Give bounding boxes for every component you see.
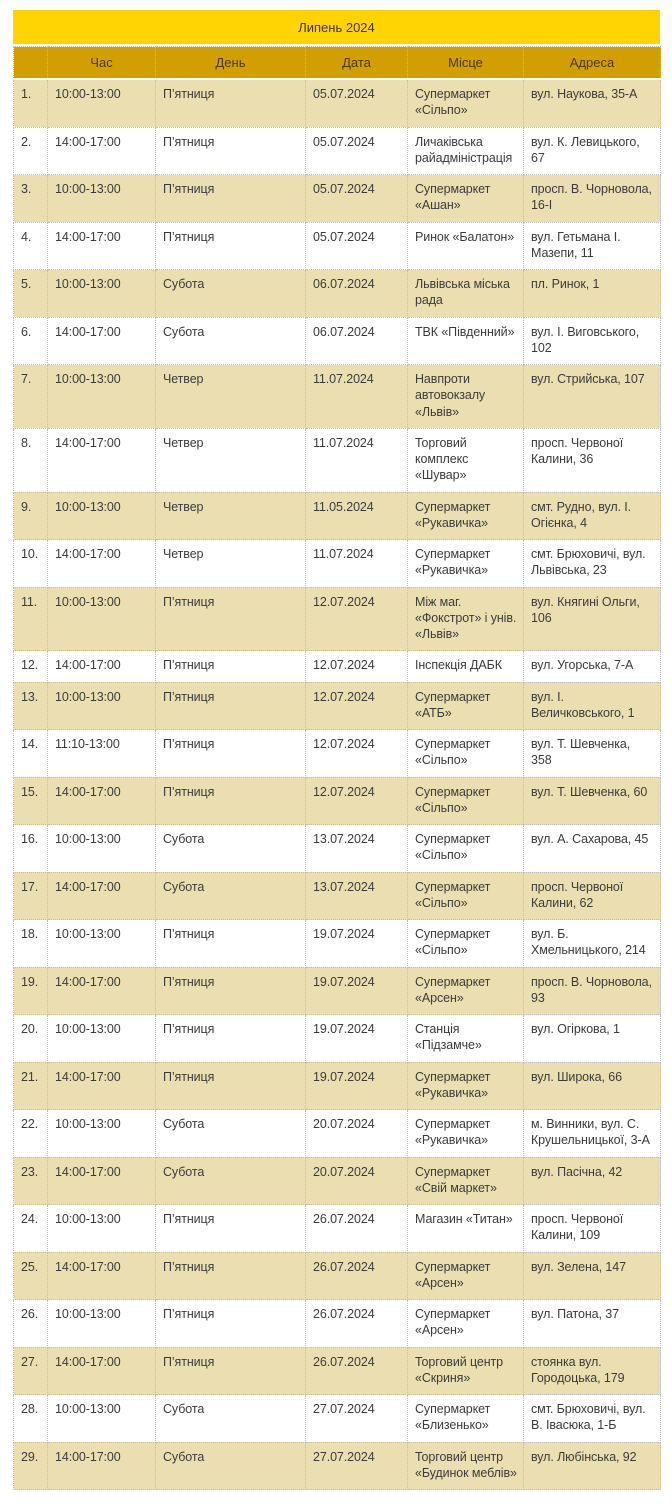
cell-time: 14:00-17:00 <box>48 428 156 492</box>
cell-date: 12.07.2024 <box>306 587 408 651</box>
cell-day: Субота <box>156 1442 306 1490</box>
row-number: 15. <box>14 777 48 825</box>
cell-place: Супермаркет «Сільпо» <box>408 730 524 778</box>
cell-time: 10:00-13:00 <box>48 365 156 429</box>
cell-time: 10:00-13:00 <box>48 175 156 223</box>
cell-address: вул. Огіркова, 1 <box>524 1015 661 1063</box>
cell-address: просп. В. Чорновола, 93 <box>524 967 661 1015</box>
cell-time: 14:00-17:00 <box>48 1252 156 1300</box>
row-number: 11. <box>14 587 48 651</box>
cell-day: П’ятниця <box>156 1252 306 1300</box>
cell-place: Супермаркет «Рукавичка» <box>408 492 524 540</box>
cell-time: 14:00-17:00 <box>48 1442 156 1490</box>
row-number: 28. <box>14 1395 48 1443</box>
cell-time: 10:00-13:00 <box>48 79 156 127</box>
cell-place: Станція «Підзамче» <box>408 1015 524 1063</box>
cell-address: стоянка вул. Городоцька, 179 <box>524 1347 661 1395</box>
row-number: 20. <box>14 1015 48 1063</box>
cell-date: 05.07.2024 <box>306 127 408 175</box>
cell-place: Супермаркет «Ашан» <box>408 175 524 223</box>
table-row <box>14 175 661 223</box>
row-number: 7. <box>14 365 48 429</box>
cell-time: 10:00-13:00 <box>48 920 156 968</box>
cell-place: Торговий центр «Будинок меблів» <box>408 1442 524 1490</box>
header-cell-time: Час <box>48 47 156 80</box>
table-row <box>14 365 661 429</box>
table-row <box>14 730 661 778</box>
cell-day: П’ятниця <box>156 682 306 730</box>
cell-address: вул. І. Виговського, 102 <box>524 317 661 365</box>
cell-address: вул. Широка, 66 <box>524 1062 661 1110</box>
cell-address: вул. Зелена, 147 <box>524 1252 661 1300</box>
cell-address: вул. Угорська, 7-А <box>524 651 661 682</box>
cell-time: 10:00-13:00 <box>48 492 156 540</box>
cell-day: Субота <box>156 317 306 365</box>
cell-place: Супермаркет «Свій маркет» <box>408 1157 524 1205</box>
row-number: 24. <box>14 1205 48 1253</box>
cell-place: Супермаркет «Рукавичка» <box>408 540 524 588</box>
cell-address: вул. А. Сахарова, 45 <box>524 825 661 873</box>
cell-time: 14:00-17:00 <box>48 651 156 682</box>
cell-place: Супермаркет «АТБ» <box>408 682 524 730</box>
cell-place: Супермаркет «Сільпо» <box>408 825 524 873</box>
cell-day: Четвер <box>156 492 306 540</box>
cell-date: 20.07.2024 <box>306 1110 408 1158</box>
table-row <box>14 587 661 651</box>
cell-date: 12.07.2024 <box>306 682 408 730</box>
cell-day: Четвер <box>156 540 306 588</box>
cell-date: 11.07.2024 <box>306 428 408 492</box>
row-number: 2. <box>14 127 48 175</box>
row-number: 1. <box>14 79 48 127</box>
cell-time: 14:00-17:00 <box>48 540 156 588</box>
cell-date: 06.07.2024 <box>306 317 408 365</box>
cell-place: Між маг. «Фокстрот» і унів. «Львів» <box>408 587 524 651</box>
table-row <box>14 270 661 318</box>
cell-time: 14:00-17:00 <box>48 777 156 825</box>
cell-place: ТВК «Південний» <box>408 317 524 365</box>
cell-date: 27.07.2024 <box>306 1395 408 1443</box>
table-row <box>14 222 661 270</box>
table-row <box>14 1347 661 1395</box>
cell-date: 13.07.2024 <box>306 872 408 920</box>
header-cell-day: День <box>156 47 306 80</box>
table-row <box>14 1395 661 1443</box>
cell-date: 05.07.2024 <box>306 175 408 223</box>
row-number: 27. <box>14 1347 48 1395</box>
cell-date: 11.07.2024 <box>306 365 408 429</box>
row-number: 19. <box>14 967 48 1015</box>
row-number: 16. <box>14 825 48 873</box>
cell-day: П’ятниця <box>156 1347 306 1395</box>
cell-place: Супермаркет «Арсен» <box>408 1252 524 1300</box>
table-row <box>14 967 661 1015</box>
cell-date: 26.07.2024 <box>306 1252 408 1300</box>
table-row <box>14 682 661 730</box>
cell-time: 10:00-13:00 <box>48 1015 156 1063</box>
row-number: 17. <box>14 872 48 920</box>
cell-date: 27.07.2024 <box>306 1442 408 1490</box>
cell-date: 05.07.2024 <box>306 222 408 270</box>
table-row <box>14 1442 661 1490</box>
table-row <box>14 127 661 175</box>
cell-time: 14:00-17:00 <box>48 1157 156 1205</box>
cell-place: Супермаркет «Арсен» <box>408 1300 524 1348</box>
table-row <box>14 1252 661 1300</box>
cell-day: Субота <box>156 270 306 318</box>
schedule-grid <box>13 46 661 1490</box>
cell-time: 14:00-17:00 <box>48 1062 156 1110</box>
row-number: 14. <box>14 730 48 778</box>
table-row <box>14 1110 661 1158</box>
cell-time: 14:00-17:00 <box>48 127 156 175</box>
cell-place: Супермаркет «Рукавичка» <box>408 1062 524 1110</box>
cell-date: 12.07.2024 <box>306 777 408 825</box>
cell-date: 12.07.2024 <box>306 651 408 682</box>
cell-date: 06.07.2024 <box>306 270 408 318</box>
cell-day: П’ятниця <box>156 777 306 825</box>
cell-time: 10:00-13:00 <box>48 270 156 318</box>
cell-time: 10:00-13:00 <box>48 682 156 730</box>
cell-time: 14:00-17:00 <box>48 317 156 365</box>
cell-time: 11:10-13:00 <box>48 730 156 778</box>
cell-day: П’ятниця <box>156 651 306 682</box>
table-row <box>14 540 661 588</box>
row-number: 12. <box>14 651 48 682</box>
table-row <box>14 872 661 920</box>
table-row <box>14 920 661 968</box>
table-row <box>14 428 661 492</box>
cell-day: Субота <box>156 1157 306 1205</box>
cell-address: вул. І. Величковського, 1 <box>524 682 661 730</box>
cell-address: просп. Червоної Калини, 109 <box>524 1205 661 1253</box>
cell-day: П’ятниця <box>156 920 306 968</box>
cell-date: 19.07.2024 <box>306 920 408 968</box>
cell-day: П’ятниця <box>156 127 306 175</box>
cell-address: вул. К. Левицького, 67 <box>524 127 661 175</box>
row-number: 26. <box>14 1300 48 1348</box>
cell-address: вул. Любінська, 92 <box>524 1442 661 1490</box>
cell-address: вул. Наукова, 35-А <box>524 79 661 127</box>
cell-date: 26.07.2024 <box>306 1300 408 1348</box>
cell-date: 26.07.2024 <box>306 1347 408 1395</box>
cell-time: 14:00-17:00 <box>48 1347 156 1395</box>
cell-day: П’ятниця <box>156 730 306 778</box>
cell-date: 19.07.2024 <box>306 967 408 1015</box>
cell-place: Навпроти автовокзалу «Львів» <box>408 365 524 429</box>
cell-date: 26.07.2024 <box>306 1205 408 1253</box>
cell-place: Супермаркет «Сільпо» <box>408 920 524 968</box>
row-number: 4. <box>14 222 48 270</box>
schedule-table <box>13 10 660 1490</box>
cell-place: Супермаркет «Сільпо» <box>408 777 524 825</box>
cell-date: 05.07.2024 <box>306 79 408 127</box>
row-number: 18. <box>14 920 48 968</box>
table-row <box>14 492 661 540</box>
cell-day: Субота <box>156 1110 306 1158</box>
cell-time: 14:00-17:00 <box>48 222 156 270</box>
cell-time: 10:00-13:00 <box>48 1300 156 1348</box>
header-cell-number <box>14 47 48 80</box>
cell-address: смт. Брюховичі, вул. В. Івасюка, 1-Б <box>524 1395 661 1443</box>
cell-place: Магазин «Титан» <box>408 1205 524 1253</box>
header-cell-address: Адреса <box>524 47 661 80</box>
row-number: 29. <box>14 1442 48 1490</box>
table-header <box>14 47 661 80</box>
cell-day: П’ятниця <box>156 1205 306 1253</box>
cell-address: м. Винники, вул. С. Крушельницької, 3-А <box>524 1110 661 1158</box>
cell-address: просп. В. Чорновола, 16-І <box>524 175 661 223</box>
cell-day: П’ятниця <box>156 1015 306 1063</box>
row-number: 6. <box>14 317 48 365</box>
row-number: 3. <box>14 175 48 223</box>
cell-address: вул. Т. Шевченка, 60 <box>524 777 661 825</box>
cell-time: 14:00-17:00 <box>48 967 156 1015</box>
cell-time: 10:00-13:00 <box>48 825 156 873</box>
header-row <box>14 47 661 80</box>
cell-day: П’ятниця <box>156 1062 306 1110</box>
cell-day: П’ятниця <box>156 79 306 127</box>
cell-address: вул. Пасічна, 42 <box>524 1157 661 1205</box>
table-title: Липень 2024 <box>13 10 660 44</box>
table-row <box>14 777 661 825</box>
cell-date: 11.05.2024 <box>306 492 408 540</box>
cell-time: 10:00-13:00 <box>48 587 156 651</box>
row-number: 10. <box>14 540 48 588</box>
cell-place: Супермаркет «Сільпо» <box>408 79 524 127</box>
row-number: 21. <box>14 1062 48 1110</box>
table-row <box>14 1062 661 1110</box>
cell-day: П’ятниця <box>156 175 306 223</box>
cell-date: 19.07.2024 <box>306 1062 408 1110</box>
cell-day: Субота <box>156 872 306 920</box>
cell-address: пл. Ринок, 1 <box>524 270 661 318</box>
header-cell-place: Місце <box>408 47 524 80</box>
cell-date: 20.07.2024 <box>306 1157 408 1205</box>
cell-day: П’ятниця <box>156 587 306 651</box>
cell-day: Субота <box>156 825 306 873</box>
table-row <box>14 1015 661 1063</box>
table-row <box>14 1205 661 1253</box>
cell-day: П’ятниця <box>156 222 306 270</box>
schedule-table-body <box>14 79 661 1490</box>
cell-time: 14:00-17:00 <box>48 872 156 920</box>
cell-address: просп. Червоної Калини, 36 <box>524 428 661 492</box>
cell-time: 10:00-13:00 <box>48 1205 156 1253</box>
cell-address: вул. Гетьмана І. Мазепи, 11 <box>524 222 661 270</box>
table-row <box>14 825 661 873</box>
row-number: 22. <box>14 1110 48 1158</box>
cell-address: вул. Стрийська, 107 <box>524 365 661 429</box>
header-cell-date: Дата <box>306 47 408 80</box>
cell-date: 11.07.2024 <box>306 540 408 588</box>
cell-date: 13.07.2024 <box>306 825 408 873</box>
cell-address: вул. Княгині Ольги, 106 <box>524 587 661 651</box>
cell-date: 19.07.2024 <box>306 1015 408 1063</box>
table-row <box>14 317 661 365</box>
row-number: 5. <box>14 270 48 318</box>
row-number: 8. <box>14 428 48 492</box>
row-number: 23. <box>14 1157 48 1205</box>
cell-day: Субота <box>156 1395 306 1443</box>
cell-day: П’ятниця <box>156 1300 306 1348</box>
table-row <box>14 79 661 127</box>
cell-place: Супермаркет «Арсен» <box>408 967 524 1015</box>
row-number: 25. <box>14 1252 48 1300</box>
cell-place: Супермаркет «Рукавичка» <box>408 1110 524 1158</box>
table-row <box>14 1157 661 1205</box>
cell-address: просп. Червоної Калини, 62 <box>524 872 661 920</box>
cell-place: Торговий комплекс «Шувар» <box>408 428 524 492</box>
cell-time: 10:00-13:00 <box>48 1110 156 1158</box>
cell-address: смт. Рудно, вул. І. Огієнка, 4 <box>524 492 661 540</box>
cell-place: Супермаркет «Сільпо» <box>408 872 524 920</box>
row-number: 9. <box>14 492 48 540</box>
row-number: 13. <box>14 682 48 730</box>
cell-address: вул. Т. Шевченка, 358 <box>524 730 661 778</box>
cell-day: П’ятниця <box>156 967 306 1015</box>
cell-time: 10:00-13:00 <box>48 1395 156 1443</box>
cell-place: Ринок «Балатон» <box>408 222 524 270</box>
cell-place: Супермаркет «Близенько» <box>408 1395 524 1443</box>
cell-day: Четвер <box>156 428 306 492</box>
cell-place: Інспекція ДАБК <box>408 651 524 682</box>
cell-address: смт. Брюховичі, вул. Львівська, 23 <box>524 540 661 588</box>
table-row <box>14 1300 661 1348</box>
table-row <box>14 651 661 682</box>
cell-address: вул. Б. Хмельницького, 214 <box>524 920 661 968</box>
cell-place: Львівська міська рада <box>408 270 524 318</box>
cell-date: 12.07.2024 <box>306 730 408 778</box>
cell-address: вул. Патона, 37 <box>524 1300 661 1348</box>
cell-day: Четвер <box>156 365 306 429</box>
cell-place: Торговий центр «Скриня» <box>408 1347 524 1395</box>
cell-place: Личаківська райадміністрація <box>408 127 524 175</box>
